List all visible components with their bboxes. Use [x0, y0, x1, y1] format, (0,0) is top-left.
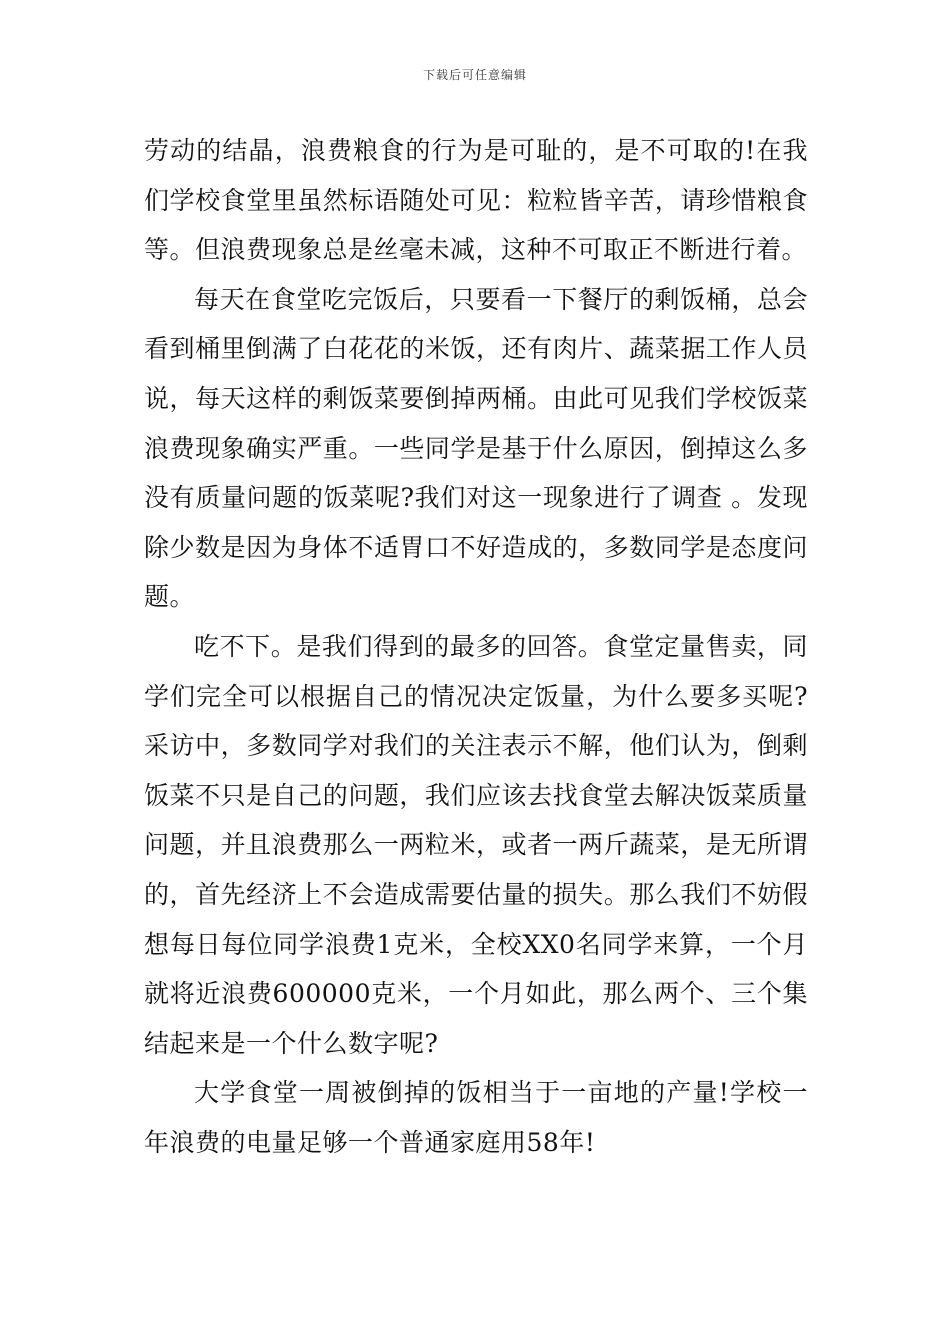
- header-note: 下载后可任意编辑: [422, 68, 527, 82]
- paragraph-survey-answers: 吃不下。是我们得到的最多的回答。食堂定量售卖，同学们完全可以根据自己的情况决定饭量，为什么要多买呢?采访中，多数同学对我们的关注表示不解，他们认为，倒剩饭菜不只是自己的问题，我们应该去找食堂去解决饭菜质量问题，并且浪费那么一两粒米，或者一两斤蔬菜，是无所谓的，首先经济上不会造成需要估量的损失。那么我们不妨假想每日每位同学浪费1克米，全校XX0名同学来算，一个月就将近浪费600000克米，一个月如此，那么两个、三个集结起来是一个什么数字呢?: [144, 631, 808, 1058]
- paragraph-waste-statistics: 大学食堂一周被倒掉的饭相当于一亩地的产量!学校一年浪费的电量足够一个普通家庭用58年!: [144, 1078, 808, 1157]
- document-body: [144, 126, 808, 1167]
- paragraph-cafeteria-leftovers: 每天在食堂吃完饭后，只要看一下餐厅的剩饭桶，总会看到桶里倒满了白花花的米饭，还有肉片、蔬菜据工作人员说，每天这样的剩饭菜要倒掉两桶。由此可见我们学校饭菜浪费现象确实严重。一些同学是基于什么原因，倒掉这么多没有质量问题的饭菜呢?我们对这一现象进行了调查 。发现除少数是因为身体不适胃口不好造成的，多数同学是态度问题。: [144, 284, 808, 612]
- paragraph-continuation: 劳动的结晶，浪费粮食的行为是可耻的，是不可取的!在我们学校食堂里虽然标语随处可见：粒粒皆辛苦，请珍惜粮食等。但浪费现象总是丝毫未减，这种不可取正不断进行着。: [144, 136, 808, 265]
